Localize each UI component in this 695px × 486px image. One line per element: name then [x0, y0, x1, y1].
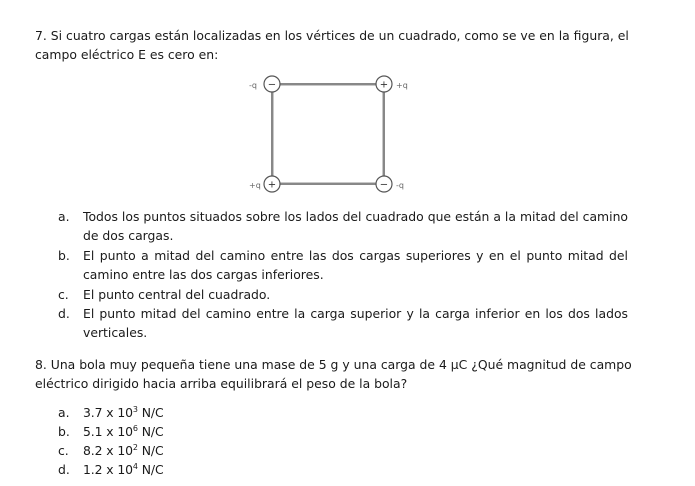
q8-option-c: [58, 441, 628, 460]
option-letter: c.: [58, 443, 69, 458]
option-text: El punto a mitad del camino entre las dos cargas superiores y en el punto mitad del camino entre las dos cargas inferiores.: [83, 248, 628, 282]
q7-option-a: [58, 207, 628, 245]
option-letter: d.: [58, 306, 70, 321]
q7-option-c: [58, 285, 628, 304]
option-letter: c.: [58, 287, 69, 302]
q8-option-b: [58, 422, 628, 441]
sign-top-left: −: [267, 79, 277, 91]
q7-option-b: [58, 246, 628, 284]
question-8-text: 8. Una bola muy pequeña tiene una mase de 5 g y una carga de 4 μC ¿Qué magnitud de campo eléctrico dirigido hacia arriba equilibrará el peso de la bola?: [35, 357, 632, 391]
option-value: 3.7 x $10^3$ N/C: [83, 405, 164, 420]
question-7-text: 7. Si cuatro cargas están localizadas en los vértices de un cuadrado, como se ve en la figura, el campo eléctrico E es cero en:: [35, 28, 629, 62]
option-letter: b.: [58, 248, 70, 263]
option-letter: a.: [58, 405, 70, 420]
charges-square-figure: [245, 72, 415, 197]
option-value: 1.2 x $10^4$ N/C: [83, 462, 164, 477]
sign-top-right: +: [379, 79, 389, 91]
label-top-left: -q: [249, 81, 257, 90]
label-top-right: +q: [396, 81, 408, 90]
sign-bottom-left: +: [267, 179, 277, 191]
square-outline: [272, 84, 384, 184]
sign-bottom-right: −: [379, 179, 389, 191]
label-bottom-left: +q: [249, 181, 261, 190]
q8-option-d: [58, 460, 628, 479]
q7-option-d: [58, 304, 628, 342]
option-text: Todos los puntos situados sobre los lados del cuadrado que están a la mitad del camino de dos cargas.: [83, 209, 628, 243]
option-letter: d.: [58, 462, 70, 477]
option-value: 5.1 x $10^6$ N/C: [83, 424, 164, 439]
option-letter: a.: [58, 209, 70, 224]
option-letter: b.: [58, 424, 70, 439]
q8-option-a: [58, 403, 628, 422]
option-text: El punto central del cuadrado.: [83, 287, 271, 302]
option-value: 8.2 x $10^2$ N/C: [83, 443, 164, 458]
label-bottom-right: -q: [396, 181, 404, 190]
option-text: El punto mitad del camino entre la carga superior y la carga inferior en los dos lados verticales.: [83, 306, 628, 340]
